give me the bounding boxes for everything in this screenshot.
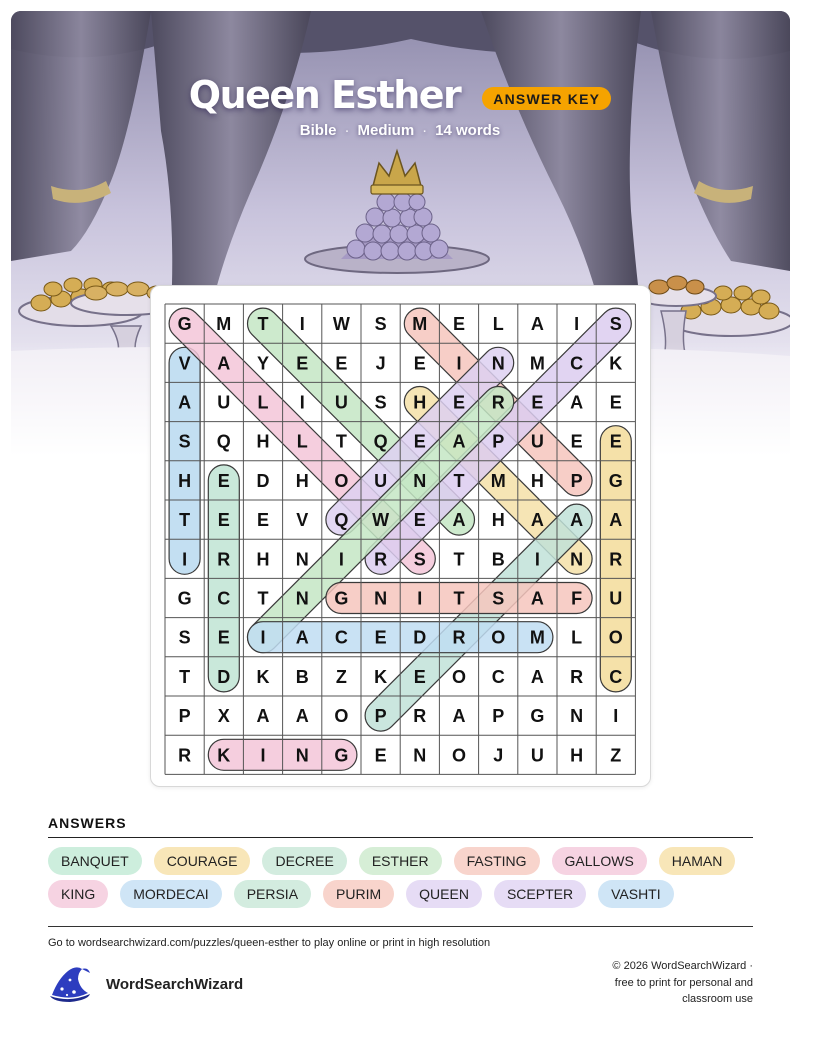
grid-cell-letter: T [257, 588, 269, 609]
grid-cell-letter: G [177, 314, 192, 335]
grid-cell-letter: Y [256, 353, 270, 374]
answer-word-fasting: FASTING [454, 847, 540, 875]
grid-cell-letter: E [413, 666, 426, 687]
grid-cell-letter: S [609, 314, 622, 335]
grid-cell-letter: E [452, 314, 466, 335]
grid-cell-letter: E [217, 470, 230, 491]
grid-cell-letter: R [413, 706, 427, 727]
grid-cell-letter: I [299, 392, 305, 413]
grid-cell-letter: O [491, 627, 506, 648]
word-search-grid [151, 286, 652, 788]
grid-cell-letter: K [374, 666, 388, 687]
grid-cell-letter: I [260, 745, 266, 766]
grid-cell-letter: K [609, 353, 623, 374]
word-count-label: 14 words [435, 122, 501, 139]
grid-cell-letter: S [374, 314, 387, 335]
answer-word-banquet: BANQUET [48, 847, 142, 875]
grid-cell-letter: Q [216, 431, 231, 452]
grid-cell-letter: E [217, 510, 230, 531]
answer-key-badge: ANSWER KEY [482, 87, 611, 110]
grid-cell-letter: G [608, 470, 623, 491]
grid-cell-letter: P [570, 470, 583, 491]
grid-cell-letter: E [531, 392, 544, 413]
puzzle-meta [0, 122, 800, 139]
answer-word-vashti: VASHTI [598, 880, 674, 908]
answer-word-mordecai: MORDECAI [120, 880, 221, 908]
grid-cell-letter: Z [610, 745, 622, 766]
grid-cell-letter: A [570, 510, 584, 531]
grid-cell-letter: T [453, 588, 465, 609]
grid-cell-letter: C [217, 588, 231, 609]
grid-cell-letter: B [491, 549, 505, 570]
brand [48, 965, 243, 1003]
answer-word-purim: PURIM [323, 880, 394, 908]
grid-cell-letter: E [217, 627, 230, 648]
grid-cell-letter: T [179, 510, 191, 531]
answers-list [48, 847, 753, 908]
grid-cell-letter: I [613, 706, 619, 727]
grid-cell-letter: G [177, 588, 192, 609]
grid-cell-letter: O [451, 666, 467, 687]
grid-cell-letter: A [609, 510, 623, 531]
meta-separator: · [344, 122, 350, 139]
grid-cell-letter: N [570, 549, 584, 570]
grid-cell-letter: A [217, 353, 231, 374]
grid-cell-letter: U [530, 745, 544, 766]
grid-cell-letter: E [413, 431, 426, 452]
grid-cell-letter: H [256, 431, 270, 452]
grid-cell-letter: U [530, 431, 544, 452]
grid-cell-letter: L [257, 392, 269, 413]
grid-cell-letter: A [570, 392, 584, 413]
grid-cell-letter: I [417, 588, 423, 609]
grid-cell-letter: O [334, 706, 349, 727]
grid-cell-letter: O [608, 627, 623, 648]
grid-cell-letter: V [296, 510, 309, 531]
grid-cell-letter: T [257, 314, 269, 335]
grid-cell-letter: W [332, 314, 350, 335]
wizard-hat-icon [48, 965, 92, 1003]
grid-cell-letter: D [217, 666, 231, 687]
copyright-notice [553, 958, 753, 1008]
answer-word-haman: HAMAN [659, 847, 736, 875]
grid-cell-letter: L [296, 431, 308, 452]
grid-cell-letter: M [216, 314, 232, 335]
grid-cell-letter: F [571, 588, 583, 609]
grid-cell-letter: N [295, 549, 309, 570]
footer-link-text[interactable]: Go to wordsearchwizard.com/puzzles/queen-esther to play online or print in high resolution [48, 937, 491, 949]
grid-cell-letter: N [295, 745, 309, 766]
grid-cell-letter: A [452, 510, 466, 531]
grid-cell-letter: E [413, 353, 426, 374]
grid-cell-letter: A [530, 666, 544, 687]
grid-cell-letter: K [217, 745, 231, 766]
grid-cell-letter: P [178, 706, 191, 727]
grid-cell-letter: A [295, 627, 309, 648]
grid-cell-letter: K [256, 666, 270, 687]
grid-cell-letter: E [413, 510, 426, 531]
grid-cell-letter: U [374, 470, 388, 491]
grid-cell-letter: E [452, 392, 466, 413]
grid-cell-letter: E [296, 353, 309, 374]
grid-cell-letter: J [493, 745, 504, 766]
grid-cell-letter: I [456, 353, 462, 374]
grid-cell-letter: G [530, 706, 545, 727]
grid-cell-letter: O [334, 470, 349, 491]
grid-cell-letter: A [178, 392, 192, 413]
grid-cell-letter: N [491, 353, 505, 374]
grid-cell-letter: T [335, 431, 347, 452]
grid-cell-letter: E [609, 392, 622, 413]
grid-cell-letter: E [570, 431, 583, 452]
grid-cell-letter: D [256, 470, 270, 491]
grid-cell-letter: E [335, 353, 348, 374]
grid-cell-letter: P [374, 706, 387, 727]
footer-divider [48, 926, 753, 927]
meta-separator: · [422, 122, 428, 139]
grid-cell-letter: S [374, 392, 387, 413]
grid-cell-letter: A [530, 588, 544, 609]
grid-cell-letter: E [609, 431, 622, 452]
answer-word-gallows: GALLOWS [552, 847, 647, 875]
grid-cell-letter: R [570, 666, 584, 687]
grid-cell-letter: S [492, 588, 505, 609]
copyright-line: classroom use [682, 993, 753, 1005]
difficulty-label: Medium [357, 122, 415, 139]
grid-cell-letter: L [571, 627, 583, 648]
grid-cell-letter: N [295, 588, 309, 609]
answer-word-esther: ESTHER [359, 847, 442, 875]
grid-cell-letter: E [374, 627, 387, 648]
grid-cell-letter: R [217, 549, 231, 570]
grid-cell-letter: H [413, 392, 427, 413]
grid-cell-letter: G [334, 588, 349, 609]
grid-cell-letter: E [256, 510, 270, 531]
grid-cell-letter: M [490, 470, 506, 491]
grid-cell-letter: B [295, 666, 309, 687]
grid-cell-letter: A [256, 706, 270, 727]
grid-cell-letter: E [374, 745, 387, 766]
grid-cell-letter: A [530, 314, 544, 335]
copyright-line: © 2026 WordSearchWizard · [612, 960, 753, 972]
copyright-line: free to print for personal and [614, 976, 753, 989]
grid-cell-letter: A [452, 706, 466, 727]
grid-cell-letter: N [413, 745, 427, 766]
grid-cell-letter: S [178, 431, 191, 452]
puzzle-grid-card [150, 285, 651, 787]
grid-cell-letter: H [178, 470, 192, 491]
grid-cell-letter: N [374, 588, 388, 609]
grid-cell-letter: U [217, 392, 231, 413]
answer-word-queen: QUEEN [406, 880, 482, 908]
grid-cell-letter: I [260, 627, 266, 648]
grid-cell-letter: V [178, 353, 191, 374]
grid-cell-letter: R [491, 392, 505, 413]
grid-cell-letter: I [299, 314, 305, 335]
grid-cell-letter: Q [334, 510, 349, 531]
grid-cell-letter: C [334, 627, 348, 648]
grid-cell-letter: T [179, 666, 191, 687]
grid-cell-letter: T [453, 549, 465, 570]
grid-cell-letter: H [491, 510, 505, 531]
grid-cell-letter: T [453, 470, 465, 491]
grid-cell-letter: D [413, 627, 427, 648]
grid-cell-letter: A [295, 706, 309, 727]
title-row [0, 70, 800, 120]
answer-word-decree: DECREE [262, 847, 346, 875]
grid-cell-letter: N [570, 706, 584, 727]
grid-cell-letter: U [609, 588, 623, 609]
grid-cell-letter: U [334, 392, 348, 413]
grid-cell-letter: I [338, 549, 344, 570]
grid-cell-letter: H [530, 470, 544, 491]
grid-cell-letter: G [334, 745, 349, 766]
grid-cell-letter: I [534, 549, 540, 570]
category-label: Bible [299, 122, 337, 139]
grid-cell-letter: R [452, 627, 466, 648]
answer-word-courage: COURAGE [154, 847, 251, 875]
grid-cell-letter: S [413, 549, 426, 570]
answers-divider [48, 837, 753, 838]
grid-cell-letter: H [295, 470, 309, 491]
answer-word-king: KING [48, 880, 108, 908]
grid-cell-letter: A [452, 431, 466, 452]
grid-cell-letter: Q [373, 431, 388, 452]
grid-cell-letter: R [609, 549, 623, 570]
answers-heading: ANSWERS [48, 815, 127, 831]
grid-cell-letter: S [178, 627, 191, 648]
grid-cell-letter: H [570, 745, 584, 766]
grid-cell-letter: W [372, 510, 390, 531]
grid-cell-letter: P [492, 431, 505, 452]
grid-cell-letter: I [574, 314, 580, 335]
grid-cell-letter: J [375, 353, 386, 374]
grid-cell-letter: H [256, 549, 270, 570]
grid-cell-letter: I [182, 549, 188, 570]
grid-cell-letter: M [529, 353, 545, 374]
grid-cell-letter: C [491, 666, 505, 687]
answer-word-persia: PERSIA [234, 880, 311, 908]
grid-cell-letter: A [530, 510, 544, 531]
grid-cell-letter: P [492, 706, 505, 727]
grid-cell-letter: C [570, 353, 584, 374]
page-title: Queen Esther [188, 73, 461, 117]
brand-name: WordSearchWizard [106, 975, 244, 993]
grid-cell-letter: M [529, 627, 545, 648]
grid-cell-letter: N [413, 470, 427, 491]
grid-cell-letter: R [374, 549, 388, 570]
grid-cell-letter: L [492, 314, 504, 335]
grid-cell-letter: O [451, 745, 467, 766]
grid-cell-letter: M [412, 314, 428, 335]
grid-cell-letter: Z [335, 666, 347, 687]
grid-cell-letter: C [609, 666, 623, 687]
grid-cell-letter: X [217, 706, 230, 727]
grid-cell-letter: R [178, 745, 192, 766]
answer-word-scepter: SCEPTER [494, 880, 586, 908]
